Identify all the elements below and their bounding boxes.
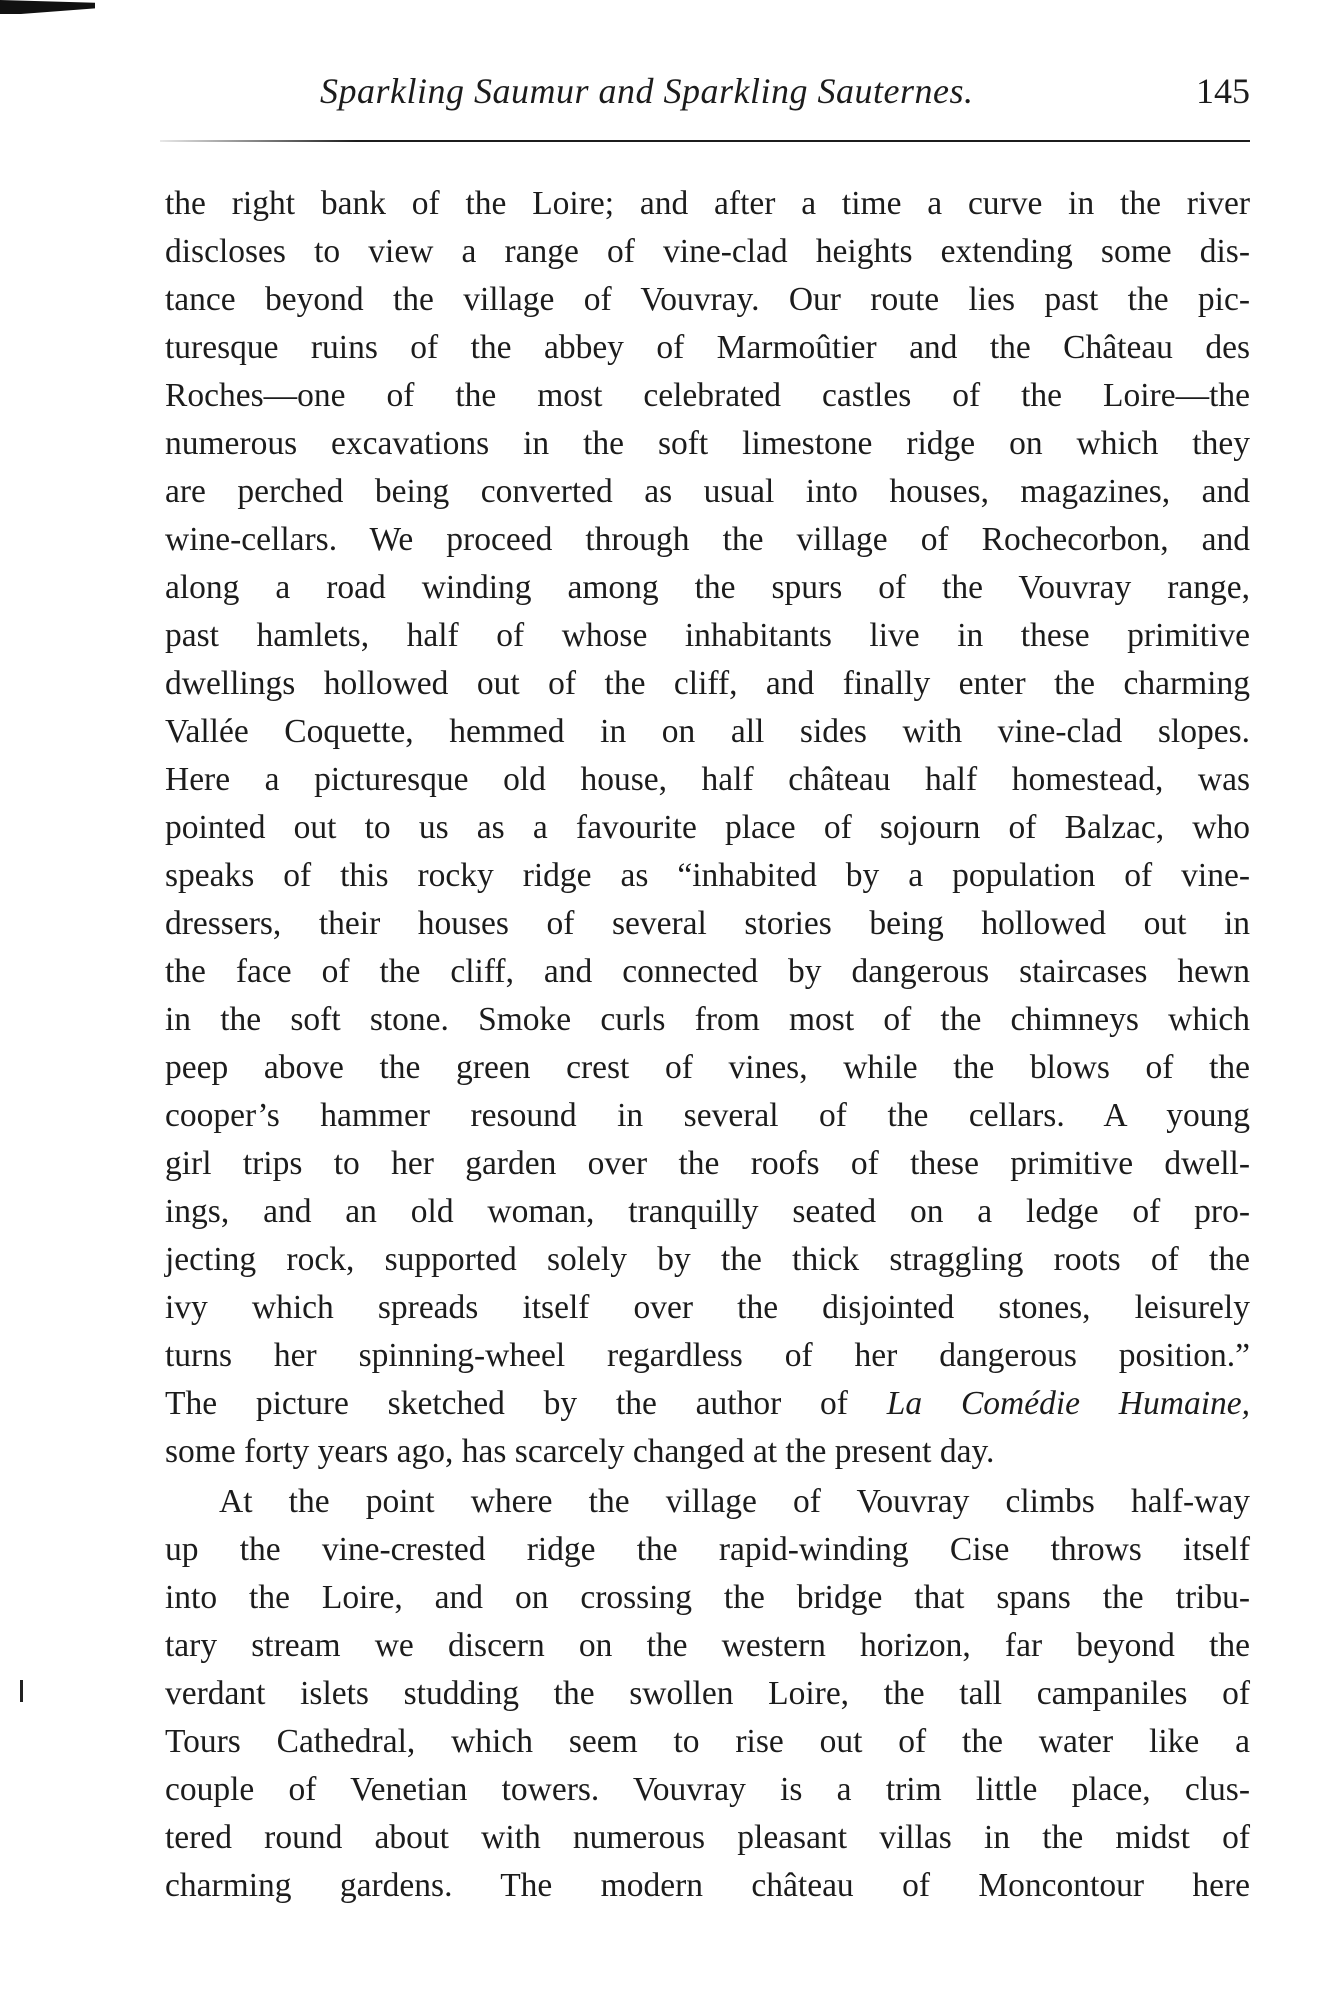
text-line: girl trips to her garden over the roofs of these primitive dwell- — [165, 1145, 1250, 1182]
header-rule — [160, 140, 1250, 142]
text-line: tance beyond the village of Vouvray. Our route lies past the pic- — [165, 281, 1250, 318]
text-line: speaks of this rocky ridge as “inhabited by a population of vine- — [165, 857, 1250, 894]
text-line: dwellings hollowed out of the cliff, and finally enter the charming — [165, 665, 1250, 702]
text-line: ivy which spreads itself over the disjointed stones, leisurely — [165, 1289, 1250, 1326]
text-line: Here a picturesque old house, half château half homestead, was — [165, 761, 1250, 798]
text-line: wine-cellars. We proceed through the village of Rochecorbon, and — [165, 521, 1250, 558]
text-line: tered round about with numerous pleasant villas in the midst of — [165, 1819, 1250, 1856]
text-line: into the Loire, and on crossing the bridge that spans the tribu- — [165, 1579, 1250, 1616]
paragraph-1 — [165, 180, 1250, 1476]
text-line: Roches—one of the most celebrated castles of the Loire—the — [165, 377, 1250, 414]
text-line: dressers, their houses of several stories being hollowed out in — [165, 905, 1250, 942]
text-line: couple of Venetian towers. Vouvray is a trim little place, clus- — [165, 1771, 1250, 1808]
text-line: turesque ruins of the abbey of Marmoûtier and the Château des — [165, 329, 1250, 366]
body-text — [165, 180, 1250, 1910]
text-line: pointed out to us as a favourite place of sojourn of Balzac, who — [165, 809, 1250, 846]
text-line: Vallée Coquette, hemmed in on all sides with vine-clad slopes. — [165, 713, 1250, 750]
scan-corner-mark — [0, 0, 95, 14]
text-line: jecting rock, supported solely by the thick straggling roots of the — [165, 1241, 1250, 1278]
text-line: verdant islets studding the swollen Loire, the tall campaniles of — [165, 1675, 1250, 1712]
paragraph-2 — [165, 1478, 1250, 1910]
running-title: Sparkling Saumur and Sparkling Sauternes. — [320, 71, 974, 111]
text-line: in the soft stone. Smoke curls from most of the chimneys which — [165, 1001, 1250, 1038]
text-line: some forty years ago, has scarcely changed at the present day. — [165, 1433, 995, 1470]
text-line: along a road winding among the spurs of the Vouvray range, — [165, 569, 1250, 606]
text-line: tary stream we discern on the western horizon, far beyond the — [165, 1627, 1250, 1664]
page-number: 145 — [1196, 71, 1250, 111]
text-line: are perched being converted as usual into houses, magazines, and — [165, 473, 1250, 510]
text-line: cooper’s hammer resound in several of the cellars. A young — [165, 1097, 1250, 1134]
text-line: the face of the cliff, and connected by dangerous staircases hewn — [165, 953, 1250, 990]
text-line-with-title — [165, 1380, 1250, 1428]
book-title: La Comédie Humaine, — [886, 1385, 1250, 1422]
text-line: charming gardens. The modern château of Moncontour here — [165, 1867, 1250, 1904]
text-line: Tours Cathedral, which seem to rise out of the water like a — [165, 1723, 1250, 1760]
text-line: up the vine-crested ridge the rapid-winding Cise throws itself — [165, 1531, 1250, 1568]
running-head — [160, 70, 1250, 120]
text-line: numerous excavations in the soft limestone ridge on which they — [165, 425, 1250, 462]
text-line: discloses to view a range of vine-clad heights extending some dis- — [165, 233, 1250, 270]
text-line: peep above the green crest of vines, while the blows of the — [165, 1049, 1250, 1086]
text-line: At the point where the village of Vouvray climbs half-way — [219, 1483, 1250, 1520]
text-line: the right bank of the Loire; and after a time a curve in the river — [165, 185, 1250, 222]
text-line: ings, and an old woman, tranquilly seated on a ledge of pro- — [165, 1193, 1250, 1230]
scan-margin-mark — [20, 1680, 23, 1702]
text-line: turns her spinning-wheel regardless of her dangerous position.” — [165, 1337, 1250, 1374]
line-text: The picture sketched by the author of — [165, 1385, 848, 1422]
text-line: past hamlets, half of whose inhabitants live in these primitive — [165, 617, 1250, 654]
